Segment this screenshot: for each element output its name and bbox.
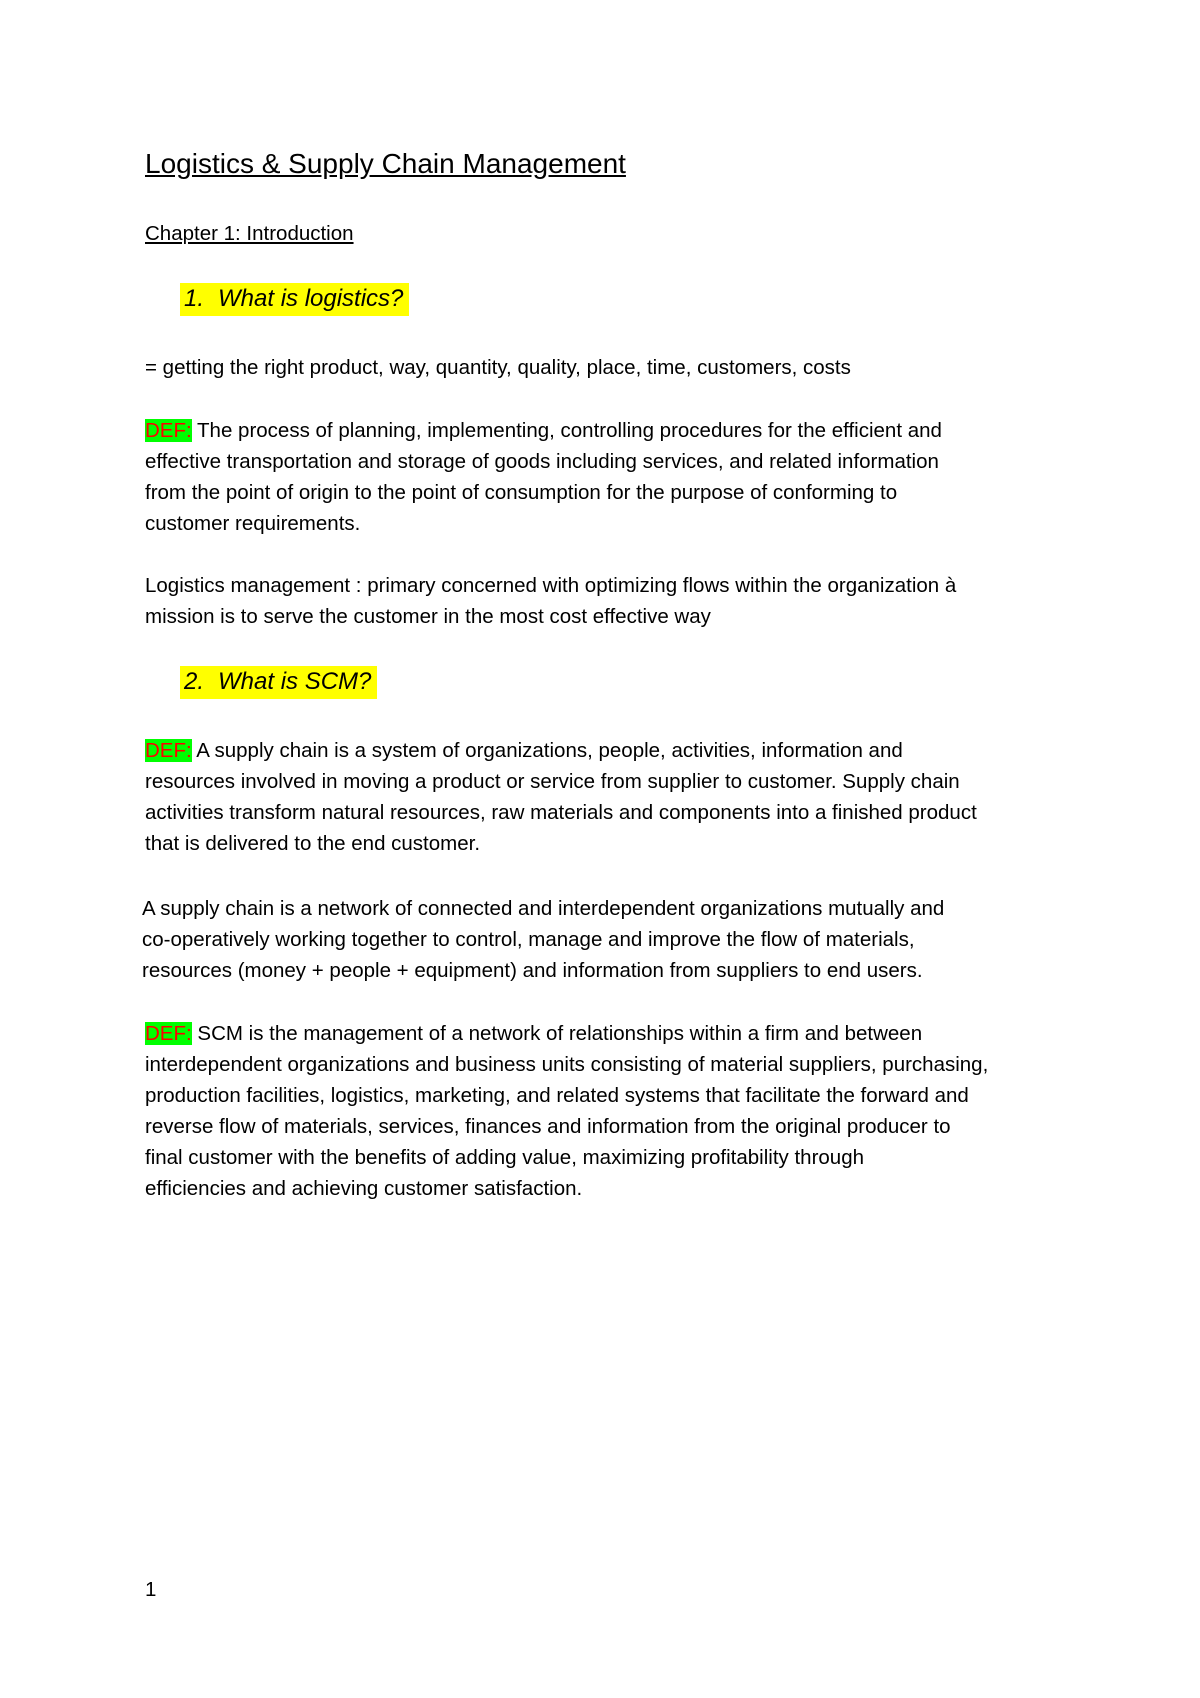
paragraph-line: resources (money + people + equipment) and information from suppliers to end users. xyxy=(142,959,923,982)
def-label: DEF: xyxy=(145,419,192,442)
paragraph-line: co-operatively working together to control, manage and improve the flow of materials, xyxy=(142,928,915,951)
section-heading-logistics xyxy=(180,285,409,313)
supply-chain-network-paragraph xyxy=(142,893,1072,986)
definition-line: efficiencies and achieving customer satisfaction. xyxy=(145,1177,583,1200)
definition-line: production facilities, logistics, marketing, and related systems that facilitate the forward and xyxy=(145,1084,969,1107)
definition-line-text: SCM is the management of a network of relationships within a firm and between xyxy=(191,1022,923,1045)
paragraph-line: mission is to serve the customer in the most cost effective way xyxy=(145,605,711,628)
def-label: DEF: xyxy=(145,1022,192,1045)
section-highlight xyxy=(180,283,409,316)
definition-line: from the point of origin to the point of consumption for the purpose of conforming to xyxy=(145,481,898,504)
definition-line: customer requirements. xyxy=(145,512,361,535)
definition-line: final customer with the benefits of adding value, maximizing profitability through xyxy=(145,1146,865,1169)
definition-line xyxy=(145,735,1075,766)
definition-line: activities transform natural resources, raw materials and components into a finished product xyxy=(145,801,977,824)
section-title: What is SCM? xyxy=(218,668,372,695)
definition-line xyxy=(145,1018,1075,1049)
definition-line-text: A supply chain is a system of organizations, people, activities, information and xyxy=(191,739,903,762)
paragraph-line: A supply chain is a network of connected and interdependent organizations mutually and xyxy=(142,897,945,920)
definition-line: interdependent organizations and business units consisting of material suppliers, purchasing, xyxy=(145,1053,989,1076)
paragraph-line: Logistics management : primary concerned with optimizing flows within the organization à xyxy=(145,574,957,597)
definition-line: resources involved in moving a product or service from supplier to customer. Supply chain xyxy=(145,770,960,793)
page-number: 1 xyxy=(145,1578,157,1601)
document-title: Logistics & Supply Chain Management xyxy=(145,148,626,179)
definition-line xyxy=(145,415,1075,446)
section-heading-scm xyxy=(180,668,377,696)
def-label: DEF: xyxy=(145,739,192,762)
section-highlight xyxy=(180,666,377,699)
scm-definition xyxy=(145,1018,1075,1204)
logistics-definition xyxy=(145,415,1075,539)
section-number: 1. xyxy=(184,285,205,312)
chapter-heading: Chapter 1: Introduction xyxy=(145,222,354,245)
section-title: What is logistics? xyxy=(218,285,404,312)
logistics-management-paragraph xyxy=(145,570,1075,632)
definition-line: that is delivered to the end customer. xyxy=(145,832,481,855)
section-number: 2. xyxy=(184,668,205,695)
definition-line-text: The process of planning, implementing, controlling procedures for the efficient and xyxy=(191,419,942,442)
definition-line: effective transportation and storage of goods including services, and related information xyxy=(145,450,939,473)
logistics-summary: = getting the right product, way, quantity, quality, place, time, customers, costs xyxy=(145,356,851,379)
definition-line: reverse flow of materials, services, finances and information from the original producer to xyxy=(145,1115,951,1138)
supply-chain-definition xyxy=(145,735,1075,859)
